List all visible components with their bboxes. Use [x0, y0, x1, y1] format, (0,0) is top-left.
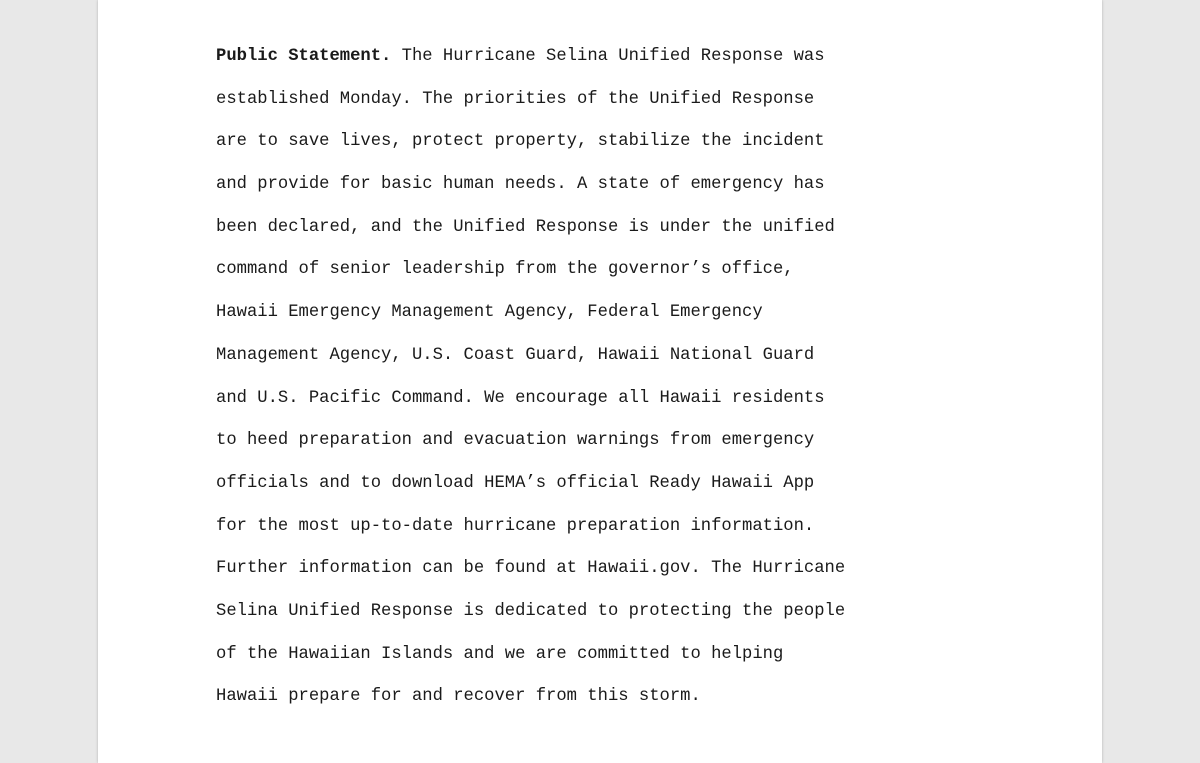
- text-line: and provide for basic human needs. A state of emergency has: [216, 175, 825, 195]
- statement-paragraph: [216, 36, 1016, 719]
- text-line: officials and to download HEMA’s official Ready Hawaii App: [216, 473, 815, 493]
- text-line: Hawaii prepare for and recover from this storm.: [216, 687, 701, 707]
- text-line: Management Agency, U.S. Coast Guard, Hawaii National Guard: [216, 345, 815, 365]
- text-line: Selina Unified Response is dedicated to protecting the people: [216, 601, 846, 621]
- text-line-content: The Hurricane Selina Unified Response was: [391, 47, 825, 66]
- text-line: Hawaii Emergency Management Agency, Federal Emergency: [216, 303, 763, 323]
- text-line: are to save lives, protect property, stabilize the incident: [216, 132, 825, 152]
- document-page: [98, 0, 1102, 763]
- text-line: [216, 36, 1016, 79]
- text-line: command of senior leadership from the governor’s office,: [216, 260, 794, 280]
- text-line: to heed preparation and evacuation warnings from emergency: [216, 431, 815, 451]
- text-line: established Monday. The priorities of the Unified Response: [216, 89, 815, 109]
- text-line: Further information can be found at Hawaii.gov. The Hurricane: [216, 559, 846, 579]
- text-line: of the Hawaiian Islands and we are committed to helping: [216, 644, 784, 664]
- text-line: for the most up-to-date hurricane preparation information.: [216, 516, 815, 536]
- text-line: and U.S. Pacific Command. We encourage all Hawaii residents: [216, 388, 825, 408]
- text-line: been declared, and the Unified Response is under the unified: [216, 217, 835, 237]
- statement-heading: Public Statement.: [216, 47, 392, 66]
